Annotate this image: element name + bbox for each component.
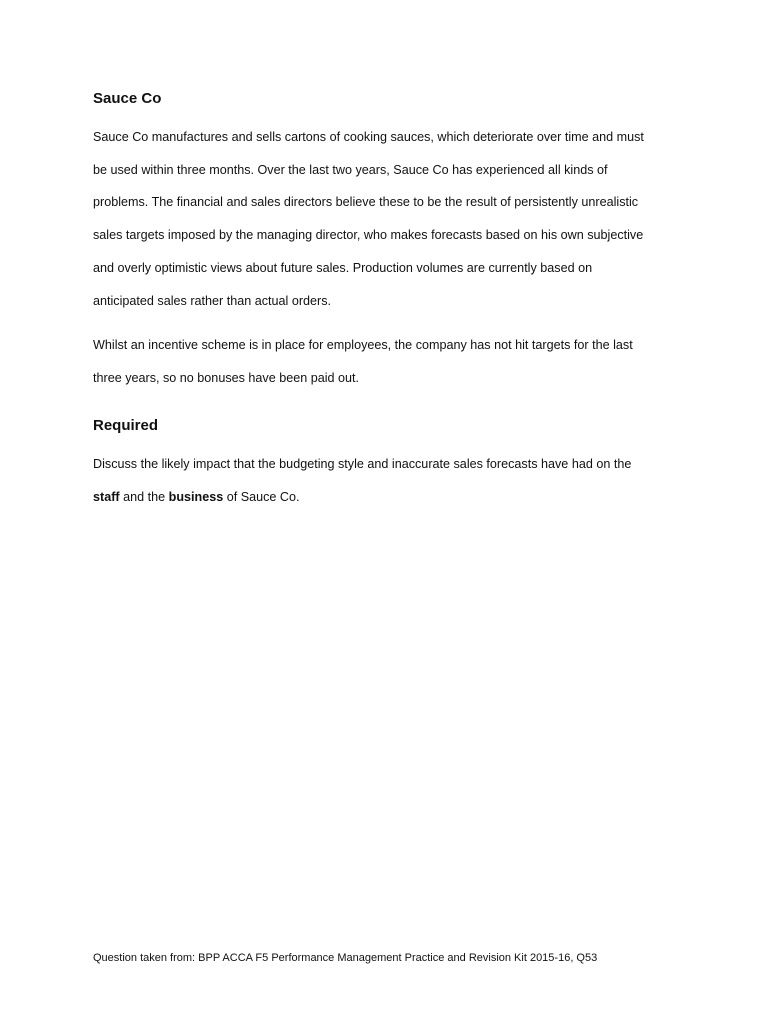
paragraph-line: Discuss the likely impact that the budgeting style and inaccurate sales forecasts have had on the bbox=[93, 457, 632, 471]
required-heading: Required bbox=[93, 417, 159, 434]
paragraph-line: and overly optimistic views about future sales. Production volumes are currently based on bbox=[93, 260, 593, 275]
paragraph-line: Sauce Co manufactures and sells cartons of cooking sauces, which deteriorate over time and must bbox=[93, 130, 644, 144]
bold-business: business bbox=[168, 489, 224, 504]
paragraph-line bbox=[93, 481, 673, 514]
scenario-paragraph bbox=[93, 121, 673, 317]
required-paragraph bbox=[93, 448, 673, 513]
incentive-paragraph bbox=[93, 329, 673, 394]
paragraph-line: be used within three months. Over the last two years, Sauce Co has experienced all kinds of bbox=[93, 162, 608, 177]
ending-text: of Sauce Co. bbox=[223, 489, 300, 504]
connector-text: and the bbox=[119, 489, 169, 504]
document-title: Sauce Co bbox=[93, 90, 162, 107]
paragraph-line: problems. The financial and sales directors believe these to be the result of persistently unrealistic bbox=[93, 195, 639, 210]
document-page bbox=[93, 0, 683, 1024]
paragraph-line: sales targets imposed by the managing director, who makes forecasts based on his own subjective bbox=[93, 228, 644, 243]
source-footer: Question taken from: BPP ACCA F5 Performance Management Practice and Revision Kit 2015-16, Q53 bbox=[93, 952, 598, 964]
paragraph-line: anticipated sales rather than actual orders. bbox=[93, 293, 332, 308]
paragraph-line: Whilst an incentive scheme is in place for employees, the company has not hit targets for the last bbox=[93, 338, 633, 352]
paragraph-line: three years, so no bonuses have been paid out. bbox=[93, 370, 360, 385]
bold-staff: staff bbox=[93, 489, 120, 504]
